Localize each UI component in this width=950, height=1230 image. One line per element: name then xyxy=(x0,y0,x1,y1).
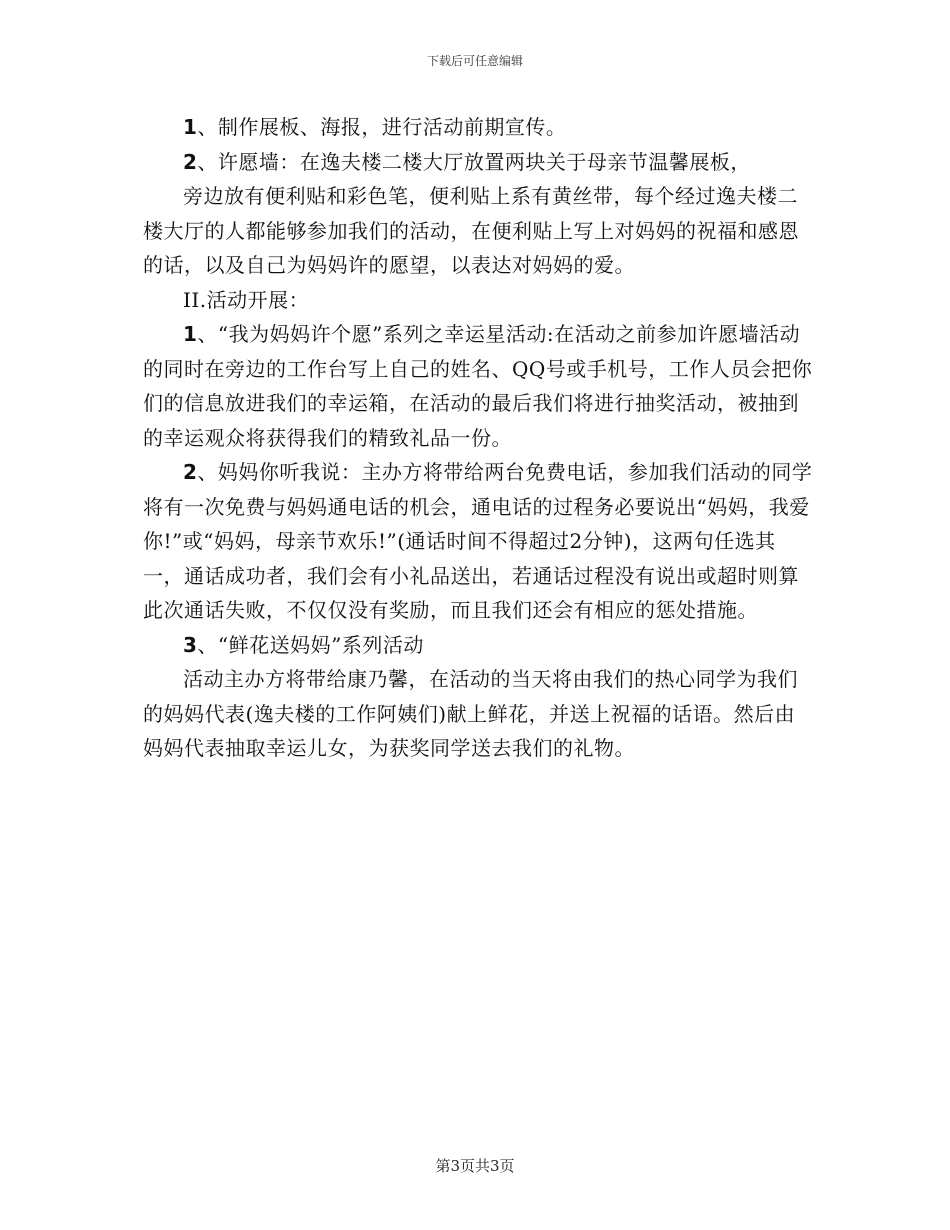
paragraph-text: 、许愿墙：在逸夫楼二楼大厅放置两块关于母亲节温馨展板， xyxy=(197,149,751,174)
paragraph-number: 2 xyxy=(183,460,198,484)
page-footer: 第3页共3页 xyxy=(435,1157,515,1175)
paragraph-number: 3 xyxy=(183,632,198,657)
paragraph-3 xyxy=(143,179,813,283)
paragraph-2 xyxy=(143,145,813,180)
paragraph-6 xyxy=(143,628,813,663)
page-header: 下载后可任意编辑 xyxy=(426,54,523,68)
paragraph-text: 、制作展板、海报，进行活动前期宣传。 xyxy=(197,115,567,139)
paragraph-number: 1 xyxy=(183,322,198,346)
section-heading xyxy=(143,283,813,318)
paragraph-text: 活动主办方将带给康乃馨，在活动的当天将由我们的热心同学为我们的妈妈代表(逸夫楼的工作阿姨们)献上鲜花，并送上祝福的话语。然后由妈妈代表抽取幸运儿女，为获奖同学送去我们的礼物。 xyxy=(143,667,798,760)
document-body xyxy=(143,110,813,766)
paragraph-number: 1 xyxy=(183,115,198,139)
paragraph-number: 2 xyxy=(183,149,198,174)
paragraph-text: 、“鲜花送妈妈”系列活动 xyxy=(197,632,424,657)
paragraph-text: 、妈妈你听我说：主办方将带给两台免费电话，参加我们活动的同学将有一次免费与妈妈通电话的机会，通电话的过程务必要说出“妈妈，我爱你!”或“妈妈，母亲节欢乐!”(通话时间不得超过2分钟)，这两句任选其一，通话成功者，我们会有小礼品送出，若通话过程没有说出或超时则算此次通话失败，不仅仅没有奖励，而且我们还会有相应的惩处措施。 xyxy=(143,460,813,622)
paragraph-4 xyxy=(143,317,813,455)
section-heading-text: II.活动开展： xyxy=(183,287,310,312)
paragraph-7 xyxy=(143,662,813,766)
paragraph-text: 旁边放有便利贴和彩色笔，便利贴上系有黄丝带，每个经过逸夫楼二楼大厅的人都能够参加我们的活动，在便利贴上写上对妈妈的祝福和感恩的话，以及自己为妈妈许的愿望，以表达对妈妈的爱。 xyxy=(143,184,799,277)
paragraph-5 xyxy=(143,455,813,628)
paragraph-1 xyxy=(143,110,813,145)
paragraph-text: 、“我为妈妈许个愿”系列之幸运星活动:在活动之前参加许愿墙活动的同时在旁边的工作台写上自己的姓名、QQ号或手机号，工作人员会把你们的信息放进我们的幸运箱，在活动的最后我们将进行抽奖活动，被抽到的幸运观众将获得我们的精致礼品一份。 xyxy=(143,322,813,450)
